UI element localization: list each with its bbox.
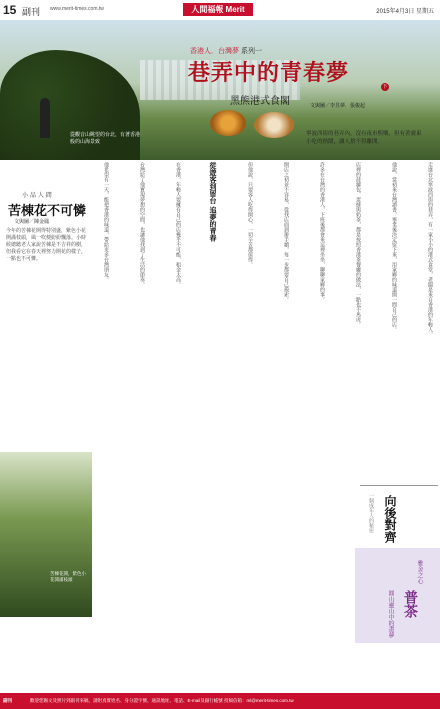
sidebar-kicker: 小 品 人 間: [22, 192, 52, 199]
article-col-8: 台灣給了他實現夢想的空間，也讓他找到了生活的節奏。: [139, 162, 145, 287]
tea-article-box: [355, 548, 440, 643]
article-col-1: 走進台北寧波西街的巷弄，有一家小小的港式食堂，老闆是來自香港的年輕人。: [427, 162, 433, 337]
section-name: 副刊: [22, 7, 41, 17]
page-number: 15: [3, 3, 17, 17]
issue-date: 2015年4月3日 星期五: [376, 9, 434, 15]
hero-banner: [0, 20, 440, 160]
article-col-9: 他希望有一天，能把香港的味道，帶給更多台灣朋友。: [103, 162, 109, 282]
sidebar-photo: [0, 452, 92, 617]
tea-subtitle: 圓山靈山中的畫夢: [387, 590, 394, 638]
article-title: 巷弄中的青春夢: [188, 60, 350, 86]
site-url[interactable]: www.merit-times.com.tw: [50, 6, 104, 12]
tea-kicker: 雅舍之心: [416, 560, 423, 584]
footer-label: 副刊: [3, 698, 12, 703]
pullquote: 寧波西街的巷弄內，沒有夜市熙嚷，但有著廣東小吃的熱鬧，讓人捨不得離開。: [306, 131, 422, 145]
sidebar-body: 今年的苦棟花開得特別盛，紫色小花開滿枝頭，風一吹便紛紛飄落。小時候總聽老人家說苦棟是不吉祥的樹，但我看它在春天裡努力開花的樣子，一點也不可憐。: [6, 228, 87, 262]
future-kicker: 一個成年人的秘密: [368, 493, 374, 533]
food-photo-2: [254, 112, 294, 138]
food-photo-1: [210, 110, 246, 136]
hero-person-image: [40, 98, 50, 138]
series-tag: 香港人．台灣夢 系列一: [190, 48, 262, 55]
sidebar-column: [0, 162, 92, 692]
sidebar-byline: 文與圖／陳金鳳: [14, 219, 50, 225]
article-subtitle: 黑熊港式食閣: [230, 96, 290, 107]
article-col-5: 開店之初並不容易，從找店面到辦手續，每一步都要自己摸索。: [283, 162, 289, 302]
article-col-6: 但他說，只要客人吃得開心，一切辛苦都值得。: [247, 162, 253, 267]
page-header: [0, 0, 440, 21]
newspaper-logo: 人間福報 Merit: [183, 3, 253, 16]
tea-title: 普茶: [402, 590, 418, 618]
hero-photo-caption: 從觀音山眺望的台北，有著香港般的山海景致: [70, 132, 141, 145]
footer-text: 歡迎您賜文及照片到副刊來稿，請附真實姓名、身分證字號、通訊地址、電話、E-mail及銀行帳號 投稿信箱：ml@merit-times.com.tw: [30, 698, 294, 703]
title-part-badge: 下: [382, 84, 388, 90]
page-footer: [0, 693, 440, 709]
article-col-2: 他說，當初來台灣讀書，畢業後決定留下來，用家鄉的味道開一間自己的店。: [391, 162, 397, 332]
article-col-4: 許多在台灣的香港人，下班後都會來這裡坐坐，聊聊家鄉的事。: [319, 162, 325, 302]
article-col-3: 店裡的菠蘿包、蛋撻與奶茶，都是按照香港茶餐廳的做法，一點也不馬虎。: [355, 162, 361, 327]
future-title: 向後對齊: [383, 495, 397, 543]
article-subhead: 從遊客到留台 追夢的青春: [209, 162, 218, 242]
sidebar-title: 苦棟花不可憐: [8, 204, 87, 219]
article-byline: 文與圖／李昱夢．張俊起: [310, 103, 366, 109]
article-col-7: 在香港，年輕人要擁有自己的店幾乎不可能，租金太高。: [175, 162, 181, 287]
sidebar-photo-caption: 苦棟花開，紫色小花開滿枝頭: [50, 572, 86, 583]
